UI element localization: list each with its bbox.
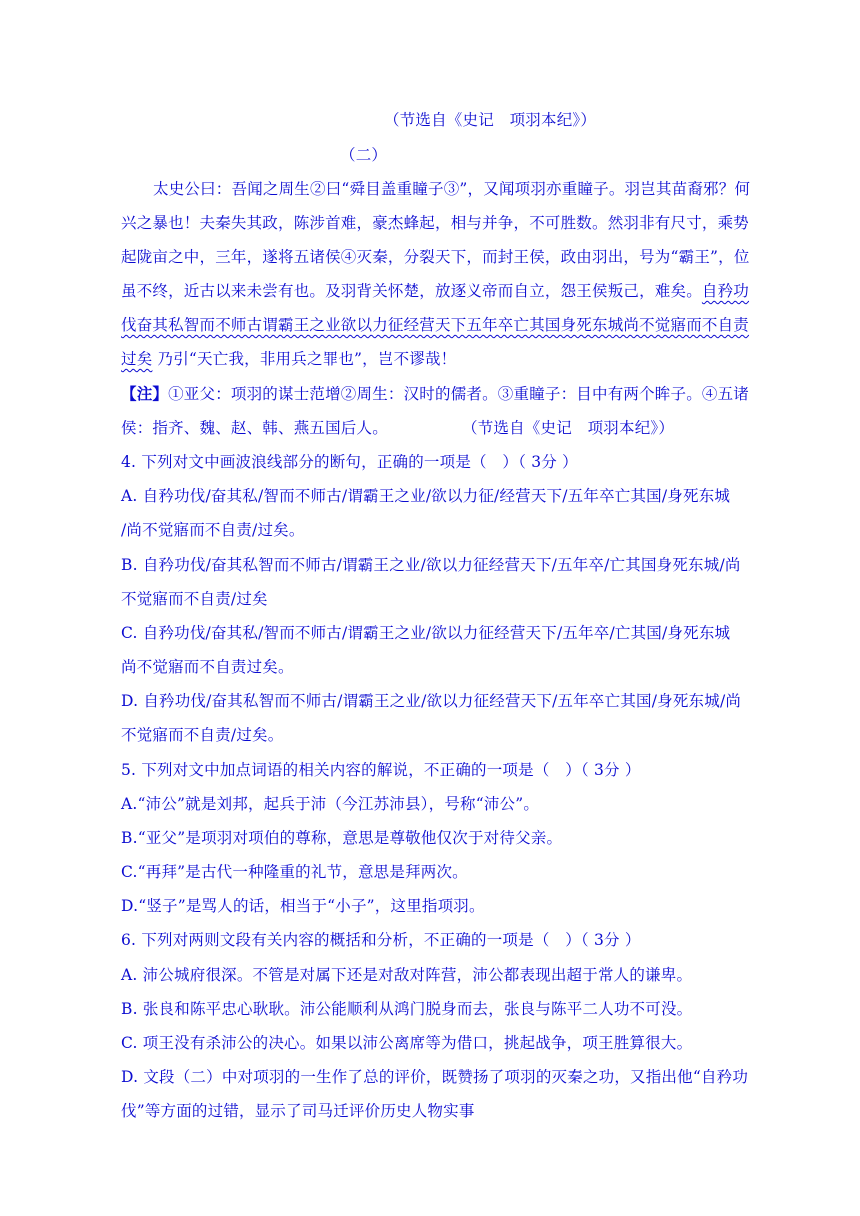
question-4-option-d-line1: D. 自矜功伐/奋其私智而不师古/谓霸王之业/欲以力征经营天下/五年卒亡其国/身死东城/尚	[121, 692, 742, 710]
question-4-option-c-line1: C. 自矜功伐/奋其私/智而不师古/谓霸王之业/欲以力征经营天下/五年卒/亡其国/身死东城	[121, 624, 731, 642]
passage-line-6-plain: 乃引“天亡我，非用兵之罪也”，岂不谬哉！	[152, 350, 457, 368]
question-6-option-a: A. 沛公城府很深。不管是对属下还是对敌对阵营，沛公都表现出超于常人的谦卑。	[121, 966, 693, 984]
source-citation-top: （节选自《史记 项羽本纪》）	[384, 111, 597, 129]
question-4-option-b-line1: B. 自矜功伐/奋其私智而不师古/谓霸王之业/欲以力征经营天下/五年卒/亡其国身死东城/尚	[121, 556, 741, 574]
section-two-heading: （二）	[340, 146, 388, 164]
question-5-option-b: B.“亚父”是项羽对项伯的尊称，意思是尊敬他仅次于对待父亲。	[121, 829, 563, 847]
passage-line-3: 起陇亩之中，三年，遂将五诸侯④灭秦，分裂天下，而封王侯，政由羽出，号为“霸王”，位	[121, 248, 750, 266]
passage-line-5	[121, 315, 749, 335]
question-5-option-d: D.“竖子”是骂人的话，相当于“小子”，这里指项羽。	[121, 897, 485, 915]
question-6-option-c: C. 项王没有杀沛公的决心。如果以沛公离席等为借口，挑起战争，项王胜算很大。	[121, 1034, 693, 1052]
question-6-stem: 6. 下列对两则文段有关内容的概括和分析，不正确的一项是（ ）（ 3分 ）	[121, 931, 641, 949]
question-6-option-d-line1: D. 文段（二）中对项羽的一生作了总的评价，既赞扬了项羽的灭秦之功，又指出他“自矜功	[121, 1068, 749, 1086]
passage-line-4-plain: 虽不终，近古以来未尝有也。及羽背关怀楚，放逐义帝而自立，怨王侯叛己，难矣。	[121, 282, 702, 300]
note-label: 【注】	[121, 384, 169, 403]
wavy-underlined-text: 过矣	[121, 350, 153, 368]
question-4-option-d-line2: 不觉寤而不自责/过矣。	[121, 726, 284, 744]
wavy-underlined-text: 自矜功	[701, 282, 750, 300]
passage-line-2: 兴之暴也！夫秦失其政，陈涉首难，豪杰蜂起，相与并争，不可胜数。然羽非有尺寸，乘势	[121, 214, 750, 232]
question-4-option-a-line1: A. 自矜功伐/奋其私/智而不师古/谓霸王之业/欲以力征/经营天下/五年卒亡其国/身死东城	[121, 487, 731, 505]
passage-line-1: 太史公曰：吾闻之周生②曰“舜目盖重瞳子③”，又闻项羽亦重瞳子。羽岂其苗裔邪？何	[153, 180, 751, 198]
note-text-2: 侯：指齐、魏、赵、韩、燕五国后人。	[121, 419, 388, 437]
note-text-1: ①亚父：项羽的谋士范增②周生：汉时的儒者。③重瞳子：目中有两个眸子。④五诸	[168, 385, 750, 403]
note-line-1	[121, 384, 749, 404]
note-line-2	[121, 418, 388, 438]
question-5-stem: 5. 下列对文中加点词语的相关内容的解说，不正确的一项是（ ）（ 3分 ）	[121, 761, 641, 779]
question-5-option-a: A.“沛公”就是刘邦，起兵于沛（今江苏沛县），号称“沛公”。	[121, 795, 540, 813]
question-6-option-b: B. 张良和陈平忠心耿耿。沛公能顺利从鸿门脱身而去，张良与陈平二人功不可没。	[121, 1000, 693, 1018]
passage-line-6	[121, 349, 456, 369]
question-4-stem: 4. 下列对文中画波浪线部分的断句，正确的一项是（ ）（ 3分 ）	[121, 453, 578, 471]
question-5-option-c: C.“再拜”是古代一种隆重的礼节，意思是拜两次。	[121, 863, 468, 881]
source-citation-note: （节选自《史记 项羽本纪》）	[462, 419, 675, 437]
question-6-option-d-line2: 伐”等方面的过错，显示了司马迁评价历史人物实事	[121, 1102, 475, 1120]
question-4-option-b-line2: 不觉寤而不自责/过矣	[121, 590, 268, 608]
question-4-option-c-line2: 尚不觉寤而不自责过矣。	[121, 658, 294, 676]
wavy-underlined-text: 伐奋其私智而不师古谓霸王之业欲以力征经营天下五年卒亡其国身死东城尚不觉寤而不自责	[121, 316, 750, 334]
question-4-option-a-line2: /尚不觉寤而不自责/过矣。	[121, 521, 305, 539]
passage-line-4	[121, 281, 749, 301]
